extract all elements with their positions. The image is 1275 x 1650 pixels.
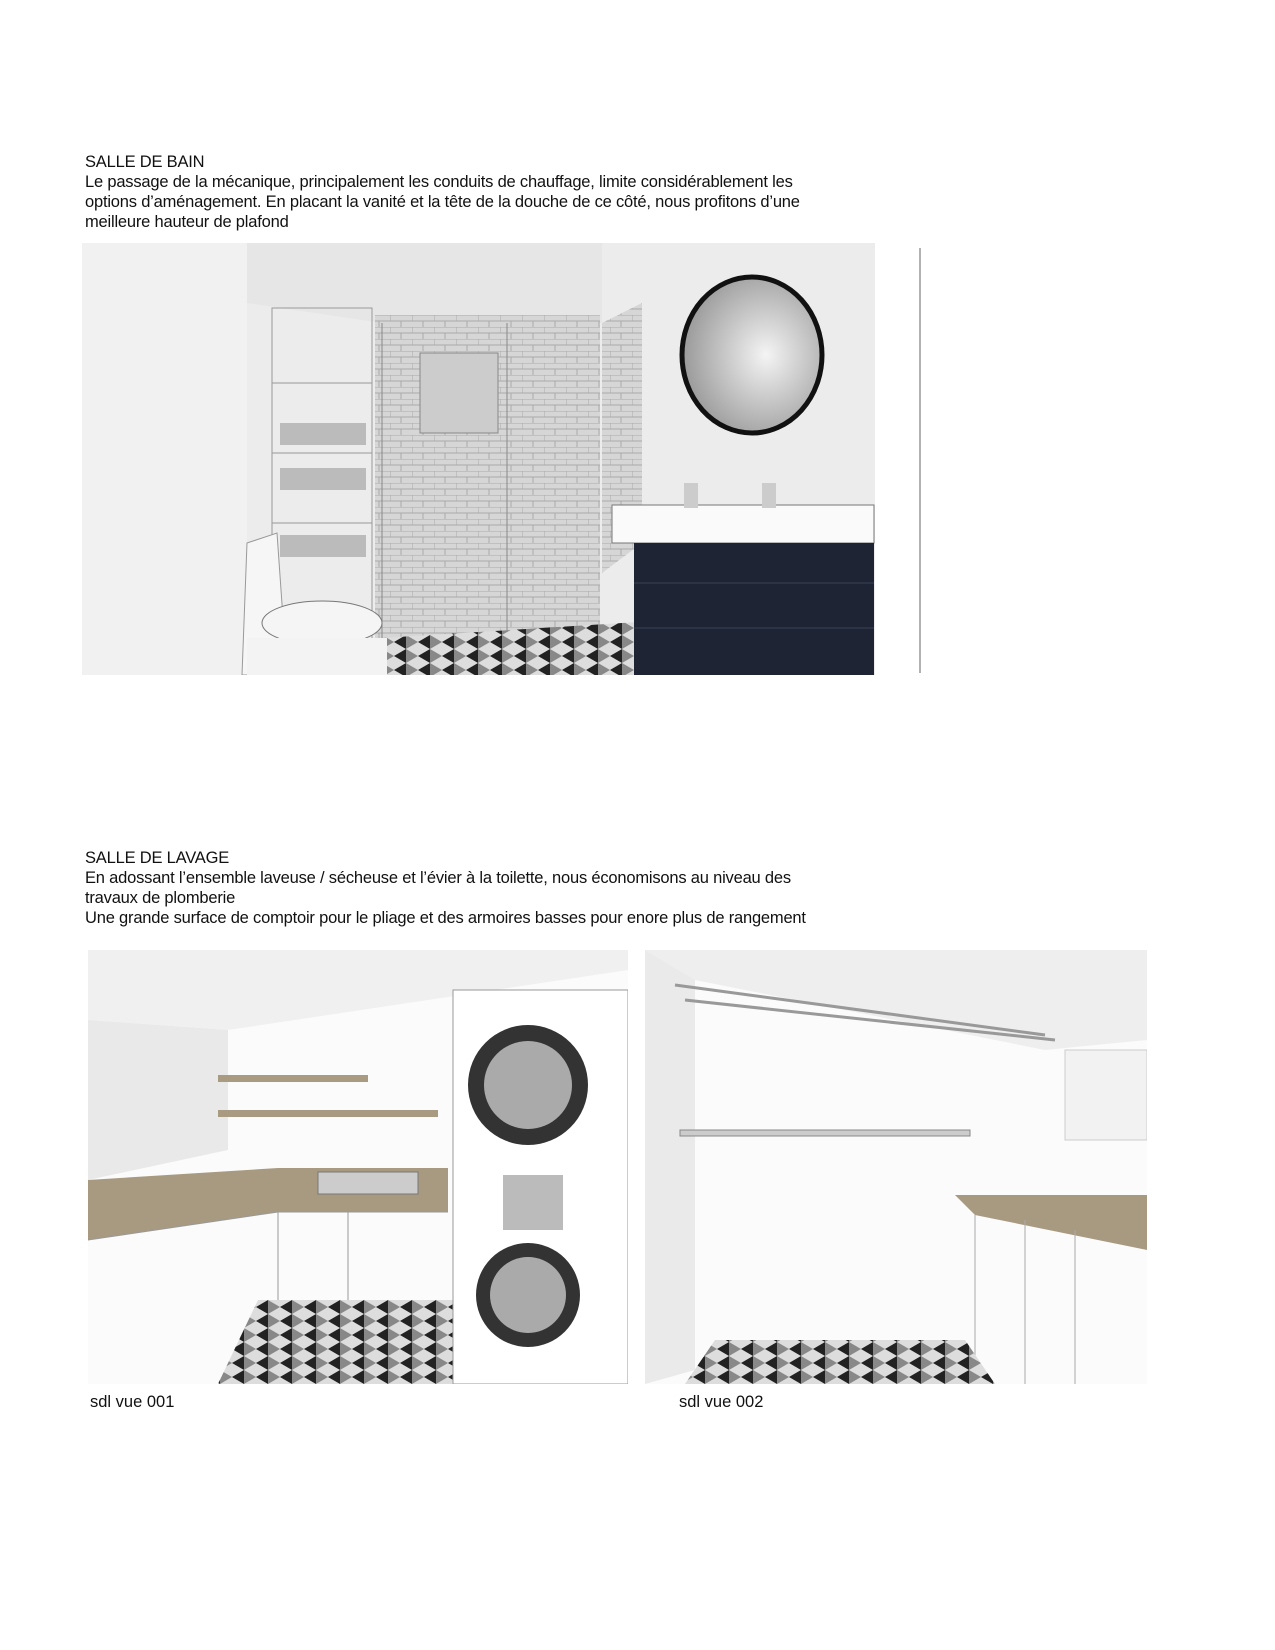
- paragraph-line: travaux de plomberie: [85, 889, 236, 907]
- caption-view-1: sdl vue 001: [90, 1393, 175, 1411]
- section-title: SALLE DE BAIN: [85, 153, 205, 171]
- laundry-rendering-view-2: [645, 950, 1147, 1384]
- paragraph-line: meilleure hauteur de plafond: [85, 213, 289, 231]
- paragraph-line: options d’aménagement. En placant la vanité et la tête de la douche de ce côté, nous profitons d’une: [85, 193, 800, 211]
- laundry-section-text: [85, 848, 806, 928]
- section-title: SALLE DE LAVAGE: [85, 849, 230, 867]
- paragraph-line: Une grande surface de comptoir pour le pliage et des armoires basses pour enore plus de rangement: [85, 909, 806, 927]
- laundry-rendering-view-1: [88, 950, 628, 1384]
- bathroom-section-text: [85, 152, 800, 232]
- bathroom-rendering: [82, 243, 932, 675]
- paragraph-line: En adossant l’ensemble laveuse / sécheuse et l’évier à la toilette, nous économisons au niveau des: [85, 869, 791, 887]
- paragraph-line: Le passage de la mécanique, principalement les conduits de chauffage, limite considérablement les: [85, 173, 793, 191]
- caption-view-2: sdl vue 002: [679, 1393, 764, 1411]
